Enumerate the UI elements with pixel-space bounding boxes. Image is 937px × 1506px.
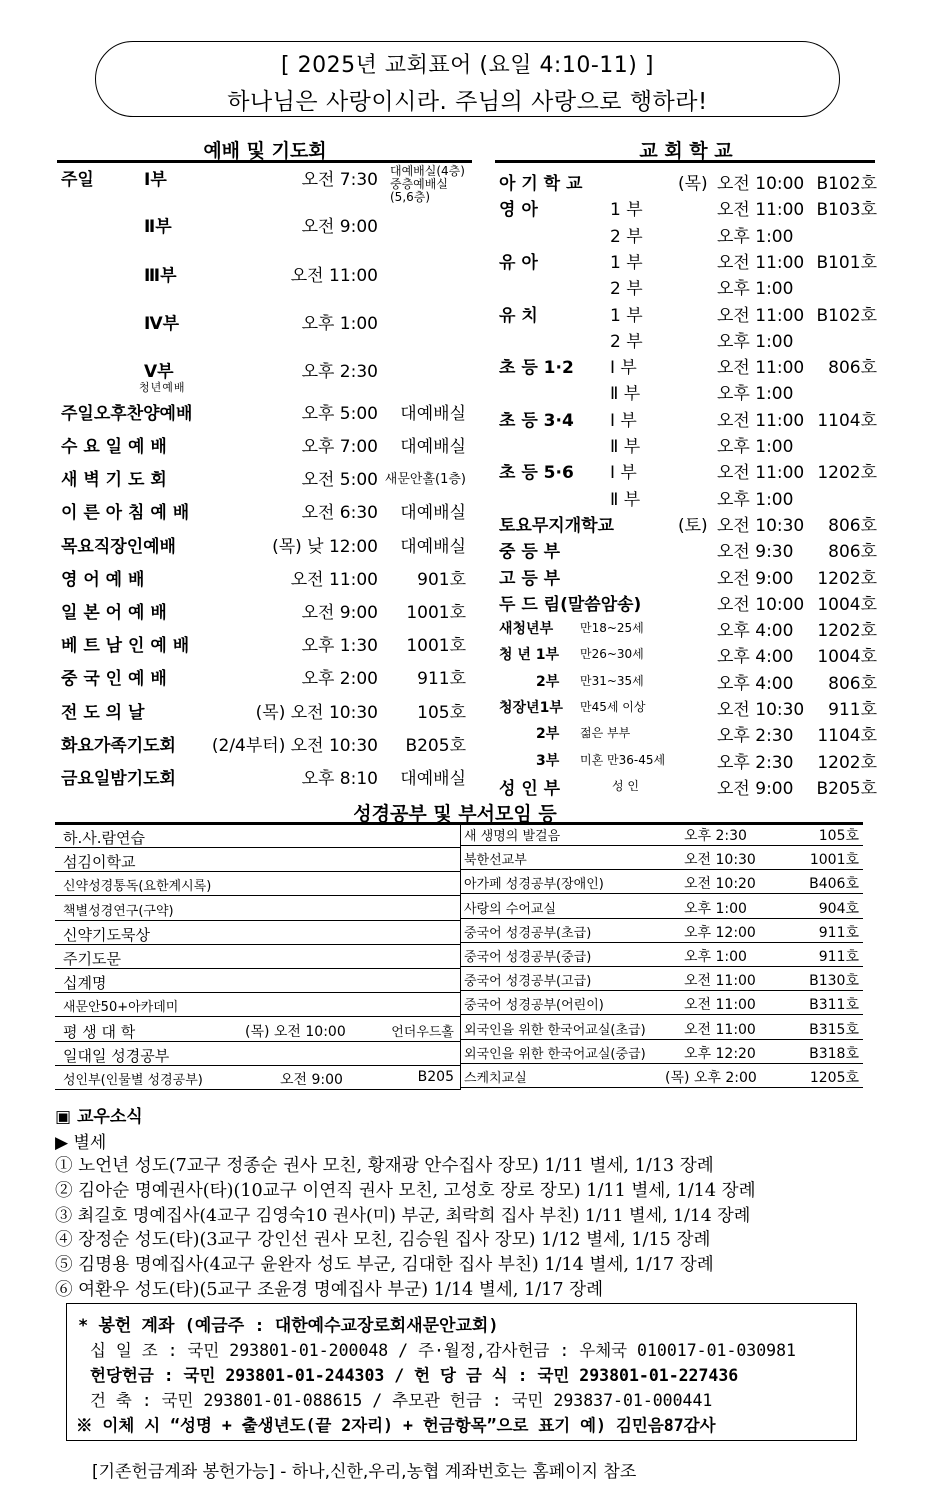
- worship-name: Ⅰ부: [144, 170, 167, 190]
- bible-study-room: 언더우드홀: [391, 1025, 454, 1040]
- bible-study-room: 1205호: [809, 1070, 859, 1086]
- school-room: 1004호: [817, 647, 877, 667]
- bible-study-row-right: [460, 967, 863, 991]
- school-time: 오후 4:00: [717, 647, 794, 667]
- worship-name: 수 요 일 예 배: [61, 437, 167, 457]
- school-part: 1 부: [610, 306, 643, 326]
- worship-title: 예배 및 기도회: [203, 140, 327, 162]
- bible-study-time: (목) 오전 10:00: [245, 1024, 346, 1040]
- school-rule: [495, 160, 875, 163]
- school-time: 오후 1:00: [717, 227, 794, 247]
- bible-study-row-left: [55, 848, 460, 872]
- school-part: 미혼 만36-45세: [580, 753, 666, 767]
- bible-study-name: 새문안50+아카데미: [63, 1000, 179, 1015]
- school-time: 오전 11:00: [717, 306, 805, 326]
- bible-study-time: 오전 11:00: [684, 1022, 756, 1038]
- school-time: 오전 10:00: [717, 174, 805, 194]
- school-dept: 3부: [536, 753, 560, 769]
- worship-place: 901호: [417, 570, 466, 590]
- worship-time: 오후 1:30: [301, 636, 378, 656]
- worship-name: 목요직장인예배: [61, 537, 176, 557]
- bible-study-divider: [460, 822, 461, 1090]
- bible-study-row-right: [460, 846, 863, 870]
- school-dept: 영 아: [499, 200, 538, 220]
- school-dept: 성 인 부: [499, 779, 561, 799]
- school-part: Ⅱ 부: [610, 437, 641, 457]
- worship-time: 오전 9:00: [301, 217, 378, 237]
- school-dept: 초 등 3·4: [499, 411, 574, 431]
- accounts-line-1: 십 일 조 : 국민 293801-01-200048 / 주·월정,감사헌금 : 우체국 010017-01-030981: [90, 1341, 796, 1360]
- bible-study-name: 사랑의 수어교실: [464, 902, 557, 917]
- worship-place: 1001호: [406, 603, 466, 623]
- worship-time: 오후 2:30: [301, 362, 378, 382]
- worship-name: 화요가족기도회: [61, 736, 176, 756]
- school-time: 오전 9:00: [717, 779, 794, 799]
- bible-study-name: 주기도문: [63, 950, 121, 968]
- school-time: 오전 10:30: [717, 700, 805, 720]
- worship-time: 오전 7:30: [301, 170, 378, 190]
- bible-study-name: 성인부(인물별 성경공부): [63, 1073, 203, 1088]
- bible-study-row-left: [55, 993, 460, 1017]
- bible-study-time: 오전 11:00: [684, 997, 756, 1013]
- worship-time: 오후 5:00: [301, 404, 378, 424]
- worship-name: 중 국 인 예 배: [61, 669, 167, 689]
- bible-study-room: 105호: [818, 828, 859, 844]
- bible-study-time: (목) 오후 2:00: [665, 1070, 757, 1086]
- school-part: 1 부: [610, 253, 643, 273]
- worship-name: Ⅳ부: [144, 314, 180, 334]
- motto-text: 하나님은 사랑이시라. 주님의 사랑으로 행하라!: [227, 89, 708, 115]
- school-time: 오후 2:30: [717, 726, 794, 746]
- bible-study-time: 오후 1:00: [684, 901, 747, 917]
- bible-study-name: 중국어 성경공부(어린이): [464, 998, 604, 1013]
- worship-time: (2/4부터) 오전 10:30: [211, 736, 378, 756]
- school-time: 오후 4:00: [717, 621, 794, 641]
- bible-study-name: 섬김이학교: [63, 853, 136, 871]
- bible-study-row-left: [55, 1018, 460, 1042]
- worship-rule: [57, 160, 472, 163]
- school-time: 오전 10:30: [717, 516, 805, 536]
- bible-study-name: 스케치교실: [464, 1071, 527, 1086]
- school-time: 오후 1:00: [717, 437, 794, 457]
- worship-place: 대예배실: [400, 537, 466, 557]
- school-room: 806호: [828, 674, 877, 694]
- worship-name: 이 른 아 침 예 배: [61, 503, 190, 523]
- worship-place: 대예배실: [400, 404, 466, 424]
- worship-name: 주일오후찬양예배: [61, 404, 193, 424]
- school-part: (토): [678, 516, 708, 536]
- school-time: 오후 1:00: [717, 279, 794, 299]
- school-dept: 중 등 부: [499, 542, 561, 562]
- bible-study-name: 신약기도묵상: [63, 926, 150, 944]
- school-dept: 2부: [536, 726, 560, 742]
- news-title: ▣ 교우소식: [55, 1107, 143, 1127]
- school-part: Ⅱ 부: [610, 384, 641, 404]
- bible-study-time: 오전 10:20: [684, 876, 756, 892]
- bible-study-time: 오전 9:00: [280, 1072, 343, 1088]
- bible-study-room: 1001호: [809, 852, 859, 868]
- school-time: 오전 11:00: [717, 411, 805, 431]
- school-part: 2 부: [610, 332, 643, 352]
- school-part: 만45세 이상: [580, 700, 646, 714]
- worship-time: (목) 오전 10:30: [255, 703, 378, 723]
- worship-time: 오후 1:00: [301, 314, 378, 334]
- bible-study-row-left: [55, 969, 460, 993]
- worship-place: 1001호: [406, 636, 466, 656]
- motto-box: [95, 41, 840, 117]
- school-room: 806호: [828, 542, 877, 562]
- bible-study-row-left: [55, 897, 460, 921]
- school-time: 오전 11:00: [717, 253, 805, 273]
- bible-study-name: 중국어 성경공부(중급): [464, 950, 592, 965]
- bible-study-name: 책별성경연구(구약): [63, 904, 174, 919]
- worship-name: Ⅱ부: [144, 217, 172, 237]
- bible-study-name: 하.사.람연습: [63, 829, 145, 847]
- school-room: 1202호: [817, 463, 877, 483]
- school-room: B205호: [816, 779, 877, 799]
- school-dept: 초 등 5·6: [499, 463, 574, 483]
- school-time: 오전 10:00: [717, 595, 805, 615]
- school-part: Ⅰ 부: [610, 411, 637, 431]
- bible-study-row-left: [55, 945, 460, 969]
- school-time: 오후 1:00: [717, 490, 794, 510]
- school-time: 오전 11:00: [717, 463, 805, 483]
- bible-study-room: B406호: [809, 876, 859, 892]
- school-dept: 고 등 부: [499, 569, 561, 589]
- worship-time: 오전 6:30: [301, 503, 378, 523]
- school-dept: 청 년 1부: [499, 647, 560, 663]
- school-room: 1202호: [817, 569, 877, 589]
- bible-study-time: 오후 1:00: [684, 949, 747, 965]
- bible-study-row-left: [55, 824, 460, 848]
- school-dept: 토요무지개학교: [499, 516, 614, 536]
- worship-place: 911호: [417, 669, 466, 689]
- school-title: 교 회 학 교: [639, 140, 733, 162]
- bible-study-row-left: [55, 1042, 460, 1066]
- bible-study-time: 오후 12:00: [684, 925, 756, 941]
- school-room: B101호: [816, 253, 877, 273]
- school-part: Ⅰ 부: [610, 358, 637, 378]
- bible-study-room: B130호: [809, 973, 859, 989]
- bible-study-row-right: [460, 991, 863, 1015]
- bible-study-name: 중국어 성경공부(초급): [464, 926, 592, 941]
- school-time: 오전 11:00: [717, 358, 805, 378]
- news-subtitle: ▶ 별세: [55, 1133, 107, 1153]
- school-dept: 두 드 림(말씀암송): [499, 595, 642, 615]
- bible-study-row-right: [460, 919, 863, 943]
- accounts-title: * 봉헌 계좌 (예금주 : 대한예수교장로회새문안교회): [78, 1316, 499, 1336]
- bible-study-name: 아가페 성경공부(장애인): [464, 877, 604, 892]
- bible-study-name: 북한선교부: [464, 853, 527, 868]
- school-dept: 청장년1부: [499, 700, 563, 716]
- motto-title: [ 2025년 교회표어 (요일 4:10-11) ]: [281, 53, 654, 78]
- school-room: B102호: [816, 174, 877, 194]
- bible-study-name: 외국인을 위한 한국어교실(중급): [464, 1047, 646, 1062]
- bible-study-room: 904호: [818, 901, 859, 917]
- worship-place: 대예배실(4층) 중층예배실 (5,6층): [390, 164, 465, 204]
- school-part: 성 인: [612, 779, 639, 793]
- school-time: 오후 1:00: [717, 384, 794, 404]
- school-room: 1202호: [817, 621, 877, 641]
- bible-study-name: 일대일 성경공부: [63, 1047, 170, 1065]
- footer-note: [기존헌금계좌 봉헌가능] - 하나,신한,우리,농협 계좌번호는 홈페이지 참조: [92, 1462, 637, 1482]
- school-part: 만18~25세: [580, 621, 644, 635]
- worship-name: 전 도 의 날: [61, 703, 145, 723]
- bible-study-name: 새 생명의 발걸음: [464, 829, 561, 844]
- school-time: 오전 9:00: [717, 569, 794, 589]
- worship-name: 금요일밤기도회: [61, 769, 176, 789]
- sunday-label: 주일: [61, 170, 94, 190]
- worship-name: Ⅴ부: [144, 362, 174, 382]
- school-time: 오후 2:30: [717, 753, 794, 773]
- bible-study-room: B311호: [809, 997, 859, 1013]
- bible-study-room: B315호: [809, 1022, 859, 1038]
- worship-name: 영 어 예 배: [61, 570, 145, 590]
- news-item: ② 김아순 명예권사(타)(10교구 이연직 권사 모친, 고성호 장로 장모) 1/11 별세, 1/14 장례: [55, 1180, 756, 1201]
- bible-study-room: 911호: [818, 949, 859, 965]
- news-item: ⑤ 김명용 명예집사(4교구 윤완자 성도 부군, 김대한 집사 부친) 1/14 별세, 1/17 장례: [55, 1254, 714, 1275]
- accounts-note: ※ 이체 시 “성명 + 출생년도(끝 2자리) + 헌금항목”으로 표기 예) 김민음87감사: [76, 1416, 716, 1435]
- news-item: ① 노언년 성도(7교구 정종순 권사 모친, 황재광 안수집사 장모) 1/11 별세, 1/13 장례: [55, 1156, 714, 1176]
- school-time: 오후 1:00: [717, 332, 794, 352]
- school-part: 2 부: [610, 279, 643, 299]
- worship-name: 베 트 남 인 예 배: [61, 636, 190, 656]
- accounts-line-3: 건 축 : 국민 293801-01-088615 / 추모관 헌금 : 국민 293837-01-000441: [90, 1391, 713, 1410]
- worship-time: 오후 2:00: [301, 669, 378, 689]
- worship-time: (목) 낮 12:00: [272, 537, 378, 557]
- bible-study-row-right: [460, 943, 863, 967]
- school-room: 1104호: [817, 726, 877, 746]
- school-room: 911호: [828, 700, 877, 720]
- bible-study-room: B318호: [809, 1046, 859, 1062]
- school-part: 2 부: [610, 227, 643, 247]
- bible-study-name: 평 생 대 학: [63, 1023, 136, 1041]
- school-time: 오전 11:00: [717, 200, 805, 220]
- bible-study-row-right: [460, 870, 863, 894]
- bible-study-row-right: [460, 1016, 863, 1040]
- bible-study-room: 911호: [818, 925, 859, 941]
- bible-study-row-left: [55, 1066, 460, 1090]
- bible-study-name: 중국어 성경공부(고급): [464, 974, 592, 989]
- bible-study-room: B205: [417, 1069, 454, 1085]
- school-dept: 유 아: [499, 253, 538, 273]
- bible-study-name: 신약성경통독(요한계시록): [63, 879, 212, 894]
- worship-time: 오전 11:00: [290, 570, 378, 590]
- worship-time: 오전 5:00: [301, 470, 378, 490]
- bible-study-row-left: [55, 872, 460, 896]
- school-part: 1 부: [610, 200, 643, 220]
- school-part: 젊은 부부: [580, 726, 631, 740]
- worship-time: 오전 9:00: [301, 603, 378, 623]
- school-part: 만31~35세: [580, 674, 644, 688]
- bible-study-row-right: [460, 822, 863, 846]
- accounts-line-2: 헌당헌금 : 국민 293801-01-244303 / 헌 당 금 식 : 국민 293801-01-227436: [90, 1366, 739, 1385]
- school-time: 오전 9:30: [717, 542, 794, 562]
- news-item: ③ 최길호 명예집사(4교구 김영숙10 권사(미) 부군, 최락희 집사 부친) 1/11 별세, 1/14 장례: [55, 1206, 751, 1227]
- bible-study-row-right: [460, 1064, 863, 1088]
- school-room: 806호: [828, 516, 877, 536]
- school-dept: 유 치: [499, 306, 538, 326]
- school-part: Ⅱ 부: [610, 490, 641, 510]
- school-dept: 초 등 1·2: [499, 358, 574, 378]
- school-dept: 2부: [536, 674, 560, 690]
- bible-study-row-left: [55, 921, 460, 945]
- worship-name: 새 벽 기 도 회: [61, 470, 167, 490]
- bible-study-time: 오전 11:00: [684, 973, 756, 989]
- school-time: 오후 4:00: [717, 674, 794, 694]
- youth-worship-note: 청년예배: [139, 381, 186, 394]
- school-room: 1104호: [817, 411, 877, 431]
- bible-study-title: 성경공부 및 부서모임 등: [353, 803, 557, 825]
- worship-place: 대예배실: [400, 437, 466, 457]
- school-part: (목): [678, 174, 708, 194]
- bible-study-name: 십계명: [63, 974, 107, 992]
- school-part: Ⅰ 부: [610, 463, 637, 483]
- worship-place: 대예배실: [400, 769, 466, 789]
- school-room: B103호: [816, 200, 877, 220]
- news-item: ⑥ 여환우 성도(타)(5교구 조윤경 명예집사 부군) 1/14 별세, 1/17 장례: [55, 1279, 604, 1300]
- worship-place: 대예배실: [400, 503, 466, 523]
- bible-study-row-right: [460, 895, 863, 919]
- bible-study-row-right: [460, 1040, 863, 1064]
- bible-study-name: 외국인을 위한 한국어교실(초급): [464, 1023, 646, 1038]
- worship-place: B205호: [405, 736, 466, 756]
- school-room: 806호: [828, 358, 877, 378]
- school-room: B102호: [816, 306, 877, 326]
- worship-place: 새문안홀(1층): [384, 472, 466, 487]
- worship-name: Ⅲ부: [144, 266, 177, 286]
- worship-name: 일 본 어 예 배: [61, 603, 167, 623]
- school-room: 1004호: [817, 595, 877, 615]
- worship-place: 105호: [417, 703, 466, 723]
- news-item: ④ 장정순 성도(타)(3교구 강인선 권사 모친, 김승원 집사 장모) 1/12 별세, 1/15 장례: [55, 1230, 711, 1251]
- bible-study-time: 오후 12:20: [684, 1046, 756, 1062]
- school-dept: 새청년부: [499, 621, 554, 637]
- school-room: 1202호: [817, 753, 877, 773]
- bible-study-time: 오후 2:30: [684, 828, 747, 844]
- bible-study-time: 오전 10:30: [684, 852, 756, 868]
- school-part: 만26~30세: [580, 647, 644, 661]
- worship-time: 오후 7:00: [301, 437, 378, 457]
- worship-time: 오후 8:10: [301, 769, 378, 789]
- worship-time: 오전 11:00: [290, 266, 378, 286]
- school-dept: 아 기 학 교: [499, 174, 583, 194]
